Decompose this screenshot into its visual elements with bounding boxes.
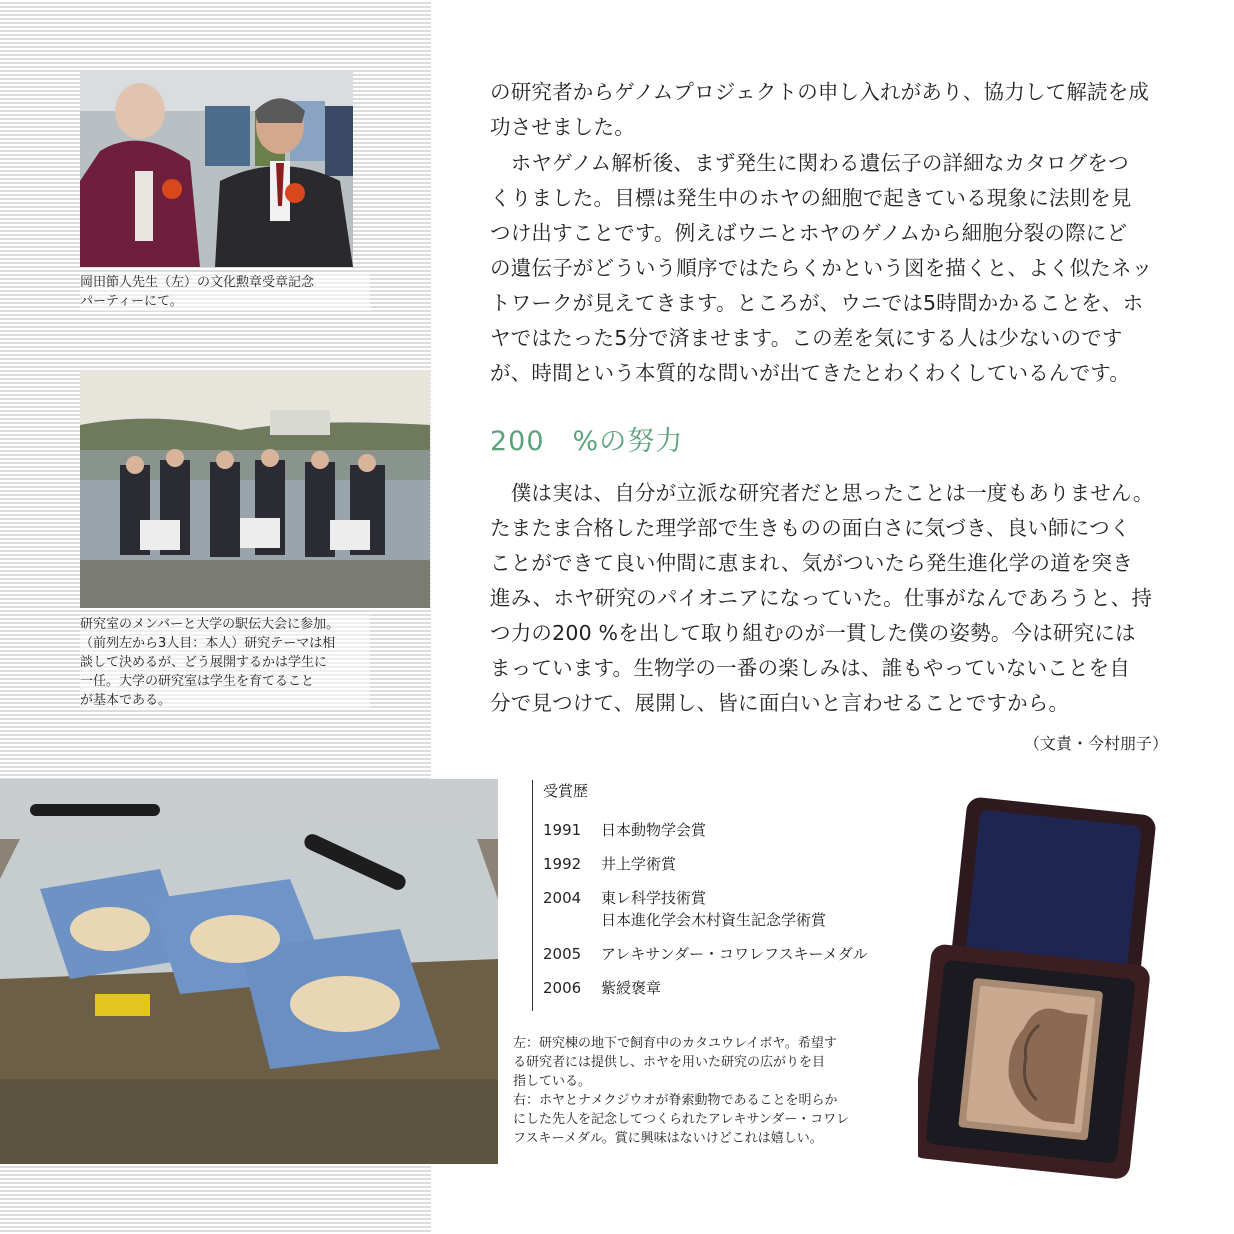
text-line: 進み、ホヤ研究のパイオニアになっていた。仕事がなんであろうと、持 xyxy=(490,586,1153,610)
award-name: 井上学術賞 xyxy=(601,855,677,873)
awards-list xyxy=(532,780,903,1011)
caption-line: が基本である。 xyxy=(80,693,172,708)
caption-line: る研究者には提供し、ホヤを用いた研究の広がりを目 xyxy=(513,1055,826,1070)
text-line: 僕は実は、自分が立派な研究者だと思ったことは一度もありません。 xyxy=(490,481,1154,505)
medal-photo xyxy=(918,795,1166,1185)
party-photo xyxy=(80,71,353,267)
party-photo-caption xyxy=(80,273,370,311)
caption-line: フスキーメダル。賞に興味はないけどこれは嬉しい。 xyxy=(513,1131,823,1146)
caption-line: 研究室のメンバーと大学の駅伝大会に参加。 xyxy=(80,617,340,632)
caption-line: にした先人を記念してつくられたアレキサンダー・コワレ xyxy=(513,1112,850,1127)
award-row xyxy=(543,853,903,875)
award-name: 日本進化学会木村資生記念学術賞 xyxy=(601,911,827,929)
text-line: ホヤゲノム解析後、まず発生に関わる遺伝子の詳細なカタログをつ xyxy=(490,151,1129,175)
body-paragraph-2 xyxy=(490,146,1180,391)
award-row xyxy=(543,887,903,931)
caption-line: （前列左から3人目：本人）研究テーマは相 xyxy=(80,636,336,651)
award-name: 紫綬褒章 xyxy=(601,979,662,997)
award-year: 1991 xyxy=(543,821,582,839)
award-name: 東レ科学技術賞 xyxy=(601,889,707,907)
awards-title: 受賞歴 xyxy=(543,782,589,800)
caption-line: 談して決めるが、どう展開するかは学生に xyxy=(80,655,328,670)
lab-members-photo xyxy=(80,370,430,608)
section-heading: 200 %の努力 xyxy=(490,426,684,457)
body-paragraph-3 xyxy=(490,476,1180,721)
award-row xyxy=(543,943,903,965)
text-line: たまたま合格した理学部で生きものの面白さに気づき、良い師につく xyxy=(490,516,1131,540)
award-year: 2006 xyxy=(543,979,582,997)
text-line: が、時間という本質的な問いが出てきたとわくわくしているんです。 xyxy=(490,361,1131,385)
text-line: まっています。生物学の一番の楽しみは、誰もやっていないことを自 xyxy=(490,656,1131,680)
award-row xyxy=(543,977,903,999)
caption-line: 指している。 xyxy=(513,1074,592,1089)
award-row xyxy=(543,819,903,841)
text-line: の遺伝子がどういう順序ではたらくかという図を描くと、よく似たネッ xyxy=(490,256,1153,280)
award-year: 2005 xyxy=(543,945,582,963)
award-year: 1992 xyxy=(543,855,582,873)
caption-line: パーティーにて。 xyxy=(80,294,183,309)
caption-line: 岡田節人先生（左）の文化勲章受章記念 xyxy=(80,275,315,290)
body-paragraph-1 xyxy=(490,75,1180,145)
text-line: の研究者からゲノムプロジェクトの申し入れがあり、協力して解読を成 xyxy=(490,80,1150,104)
award-name: アレキサンダー・コワレフスキーメダル xyxy=(601,945,868,963)
author-credit: （文責・今村朋子） xyxy=(1023,734,1168,753)
text-line: つけ出すことです。例えばウニとホヤのゲノムから細胞分裂の際にど xyxy=(490,221,1128,245)
caption-line: 一任。大学の研究室は学生を育てること xyxy=(80,674,315,689)
award-year: 2004 xyxy=(543,889,582,907)
caption-line: 左：研究棟の地下で飼育中のカタユウレイボヤ。希望す xyxy=(513,1036,837,1051)
award-name: 日本動物学会賞 xyxy=(601,821,707,839)
text-line: 功させました。 xyxy=(490,115,635,139)
text-line: つ力の200 %を出して取り組むのが一貫した僕の姿勢。今は研究には xyxy=(490,621,1136,645)
caption-line: 右：ホヤとナメクジウオが脊索動物であることを明らか xyxy=(513,1093,838,1108)
bottom-caption xyxy=(513,1034,893,1148)
text-line: 分で見つけて、展開し、皆に面白いと言わせることですから。 xyxy=(490,691,1070,715)
text-line: ヤではたった5分で済ませます。この差を気にする人は少ないのです xyxy=(490,326,1123,350)
text-line: ことができて良い仲間に恵まれ、気がついたら発生進化学の道を突き xyxy=(490,551,1133,575)
text-line: くりました。目標は発生中のホヤの細胞で起きている現象に法則を見 xyxy=(490,186,1132,210)
ascidian-tank-photo xyxy=(0,779,498,1164)
text-line: トワークが見えてきます。ところが、ウニでは5時間かかることを、ホ xyxy=(490,291,1144,315)
lab-members-caption xyxy=(80,615,370,710)
